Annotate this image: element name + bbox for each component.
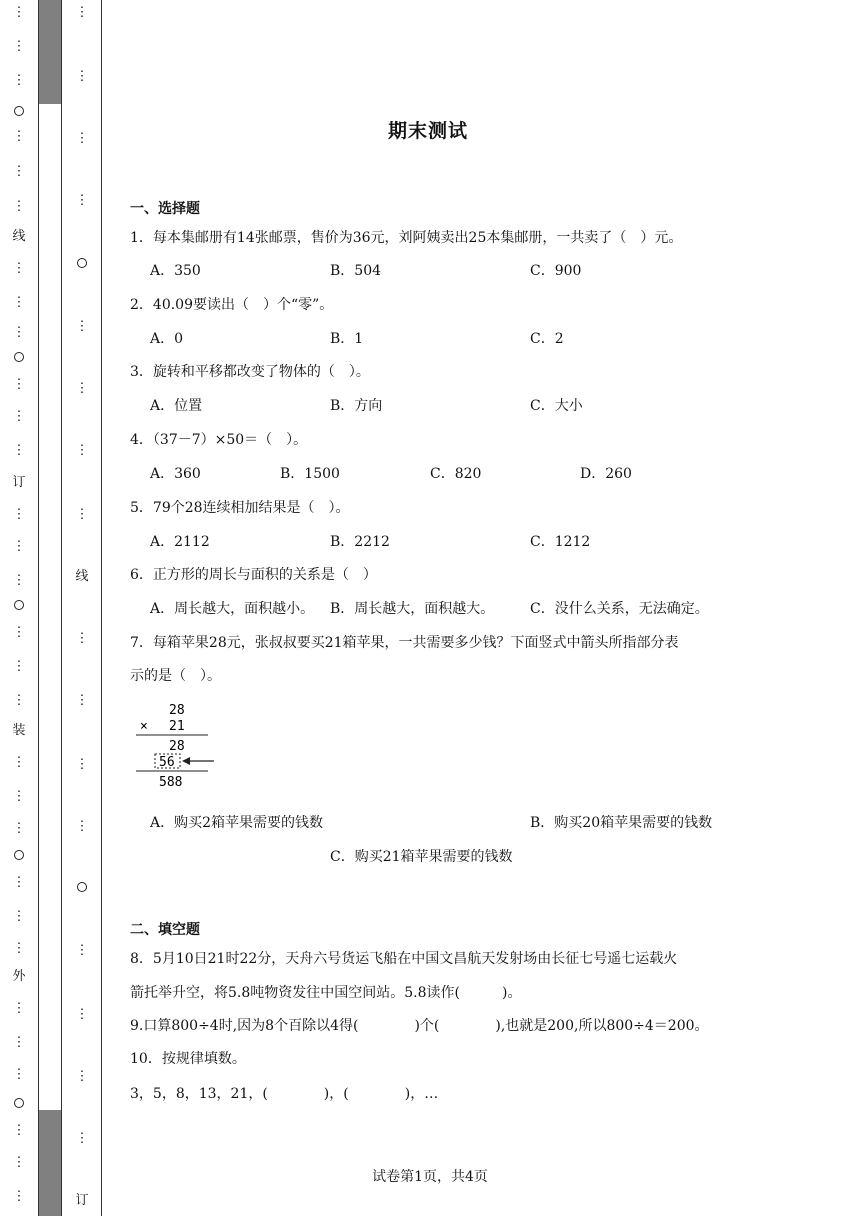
dots: ⋮ bbox=[12, 73, 26, 88]
dots: ⋮ bbox=[12, 659, 26, 674]
option: A．350 bbox=[150, 263, 201, 279]
dots: ⋮ bbox=[75, 1069, 89, 1084]
product: 588 bbox=[159, 775, 183, 790]
dots: ⋮ bbox=[75, 757, 89, 772]
option: A．360 bbox=[150, 466, 201, 482]
dots: ⋮ bbox=[12, 199, 26, 214]
dots: ⋮ bbox=[12, 539, 26, 554]
dots: ⋮ bbox=[12, 295, 26, 310]
dots: ⋮ bbox=[75, 1007, 89, 1022]
dots: ⋮ bbox=[75, 631, 89, 646]
option: A．购买2箱苹果需要的钱数 bbox=[150, 815, 324, 831]
label-zhuang: 装 bbox=[12, 723, 26, 738]
dots: ⋮ bbox=[12, 755, 26, 770]
option: C．900 bbox=[530, 263, 582, 279]
option: B．购买20箱苹果需要的钱数 bbox=[530, 815, 713, 831]
dots: ⋮ bbox=[75, 819, 89, 834]
question-5: 5．79个28连续相加结果是（ ）。 bbox=[130, 500, 350, 516]
circle-mark bbox=[11, 106, 27, 119]
option: A．周长越大，面积越小。 bbox=[150, 601, 315, 617]
question-4: 4．（37－7）×50＝（ ）。 bbox=[130, 432, 308, 448]
label-xian-inner: 线 bbox=[75, 569, 89, 584]
question-2: 2．40.09要读出（ ）个“零”。 bbox=[130, 297, 334, 313]
question-9: 9.口算800÷4时,因为8个百除以4得( )个( ),也就是200,所以800÷4＝200。 bbox=[130, 1018, 709, 1034]
dots: ⋮ bbox=[12, 164, 26, 179]
label-wai: 外 bbox=[12, 969, 26, 984]
option: D．260 bbox=[580, 466, 632, 482]
dots: ⋮ bbox=[75, 443, 89, 458]
question-3: 3．旋转和平移都改变了物体的（ ）。 bbox=[130, 364, 370, 380]
option: C．820 bbox=[430, 466, 482, 482]
dots: ⋮ bbox=[12, 1123, 26, 1138]
question-6: 6．正方形的周长与面积的关系是（ ） bbox=[130, 567, 377, 583]
question-1: 1．每本集邮册有14张邮票，售价为36元，刘阿姨卖出25本集邮册，一共卖了（ ）元。 bbox=[130, 230, 683, 246]
circle-mark bbox=[11, 352, 27, 365]
option: B．1 bbox=[330, 331, 364, 347]
dots: ⋮ bbox=[12, 325, 26, 340]
dots: ⋮ bbox=[75, 69, 89, 84]
dots: ⋮ bbox=[12, 409, 26, 424]
multiplicand: 28 bbox=[169, 703, 185, 718]
dots: ⋮ bbox=[12, 39, 26, 54]
dots: ⋮ bbox=[12, 1155, 26, 1170]
dots: ⋮ bbox=[12, 821, 26, 836]
dots: ⋮ bbox=[12, 443, 26, 458]
dots: ⋮ bbox=[12, 573, 26, 588]
option: A．位置 bbox=[150, 398, 203, 414]
option: C．1212 bbox=[530, 534, 591, 550]
dots: ⋮ bbox=[75, 1131, 89, 1146]
section-heading: 二、填空题 bbox=[130, 922, 200, 938]
option: C．购买21箱苹果需要的钱数 bbox=[330, 849, 513, 865]
option: A．2112 bbox=[150, 534, 210, 550]
dots: ⋮ bbox=[12, 693, 26, 708]
dots: ⋮ bbox=[75, 131, 89, 146]
label-ding: 订 bbox=[12, 475, 26, 490]
dots: ⋮ bbox=[12, 5, 26, 20]
label-xian: 线 bbox=[12, 229, 26, 244]
dots: ⋮ bbox=[75, 507, 89, 522]
dots: ⋮ bbox=[12, 875, 26, 890]
dots: ⋮ bbox=[12, 1001, 26, 1016]
page-footer: 试卷第1页，共4页 bbox=[372, 1169, 488, 1185]
inner-binding-column bbox=[62, 0, 102, 1216]
option: C．大小 bbox=[530, 398, 583, 414]
dots: ⋮ bbox=[12, 789, 26, 804]
partial-product-2: 56 bbox=[159, 755, 175, 770]
dots: ⋮ bbox=[12, 909, 26, 924]
circle-mark bbox=[11, 600, 27, 613]
dots: ⋮ bbox=[75, 693, 89, 708]
dots: ⋮ bbox=[12, 129, 26, 144]
option: B．方向 bbox=[330, 398, 383, 414]
partial-product-1: 28 bbox=[169, 739, 185, 754]
option: B．504 bbox=[330, 263, 382, 279]
option: B．1500 bbox=[280, 466, 340, 482]
circle-mark bbox=[11, 1098, 27, 1111]
times-sign: × bbox=[140, 719, 148, 734]
dots: ⋮ bbox=[75, 5, 89, 20]
question-7-line2: 示的是（ ）。 bbox=[130, 668, 221, 684]
question-8-line1: 8．5月10日21时22分，天舟六号货运飞船在中国文昌航天发射场由长征七号遥七运载火 bbox=[130, 951, 678, 967]
dots: ⋮ bbox=[75, 943, 89, 958]
circle-mark bbox=[74, 882, 90, 895]
band-shade-bottom bbox=[39, 1110, 61, 1216]
option: C．2 bbox=[530, 331, 564, 347]
arrow-icon bbox=[182, 757, 190, 765]
option: B．2212 bbox=[330, 534, 390, 550]
dots: ⋮ bbox=[75, 193, 89, 208]
circle-mark bbox=[74, 258, 90, 271]
binding-band bbox=[38, 0, 62, 1216]
question-10: 10．按规律填数。 bbox=[130, 1051, 246, 1067]
vertical-multiplication bbox=[132, 700, 222, 792]
option: B．周长越大，面积越大。 bbox=[330, 601, 495, 617]
dots: ⋮ bbox=[12, 1189, 26, 1204]
label-ding-inner: 订 bbox=[75, 1193, 89, 1208]
vertical-multiplication-figure bbox=[132, 700, 222, 792]
dots: ⋮ bbox=[12, 1067, 26, 1082]
question-7-line1: 7．每箱苹果28元，张叔叔要买21箱苹果，一共需要多少钱？下面竖式中箭头所指部分表 bbox=[130, 635, 679, 651]
option: A．0 bbox=[150, 331, 184, 347]
option: C．没什么关系，无法确定。 bbox=[530, 601, 709, 617]
binding-margin bbox=[0, 0, 102, 1216]
outer-binding-column bbox=[0, 0, 38, 1216]
page-title: 期末测试 bbox=[388, 120, 469, 142]
dots: ⋮ bbox=[75, 381, 89, 396]
dots: ⋮ bbox=[12, 1035, 26, 1050]
dots: ⋮ bbox=[75, 319, 89, 334]
question-8-line2: 箭托举升空，将5.8吨物资发往中国空间站。5.8读作( )。 bbox=[130, 985, 522, 1001]
multiplier: 21 bbox=[169, 719, 185, 734]
circle-mark bbox=[11, 850, 27, 863]
section-heading: 一、选择题 bbox=[130, 201, 200, 217]
dots: ⋮ bbox=[12, 377, 26, 392]
number-sequence: 3，5，8，13，21，( )，( )，… bbox=[130, 1086, 439, 1102]
dots: ⋮ bbox=[12, 507, 26, 522]
band-shade-top bbox=[39, 0, 61, 104]
dots: ⋮ bbox=[12, 941, 26, 956]
dots: ⋮ bbox=[12, 625, 26, 640]
dots: ⋮ bbox=[12, 261, 26, 276]
